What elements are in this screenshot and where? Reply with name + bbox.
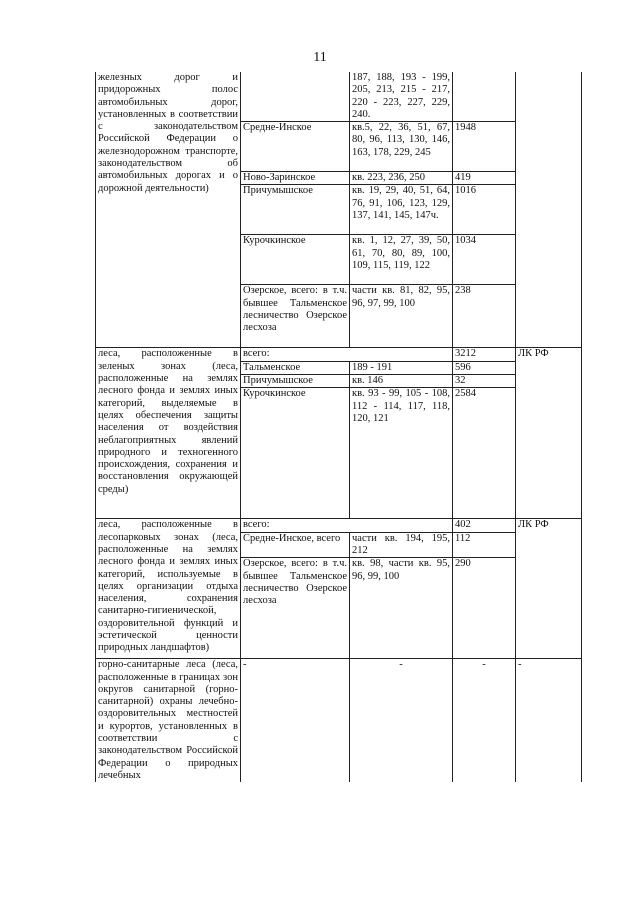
quarters-cell: 189 - 191 xyxy=(350,361,453,374)
quarters-cell: кв. 19, 29, 40, 51, 64, 76, 91, 106, 123, 129, 137, 141, 145, 147ч. xyxy=(350,185,453,235)
quarters-cell: кв. 223, 236, 250 xyxy=(350,172,453,185)
purpose-cell: леса, расположенные в лесопарковых зонах (леса, расположенные на землях лесного фонда и землях иных категорий, используемые в целях организации отдыха населения, сохранения санитарно-гигиенической, оздоровительной функций и эстетической ценности природных ландшафтов) xyxy=(96,519,241,659)
area-cell: 112 xyxy=(453,532,516,558)
quarters-cell: части кв. 194, 195, 212 xyxy=(350,532,453,558)
area-cell: 419 xyxy=(453,172,516,185)
table-row xyxy=(96,348,582,361)
area-cell: 238 xyxy=(453,285,516,348)
quarters-cell: 187, 188, 193 - 199, 205, 213, 215 - 217, 220 - 223, 227, 229, 240. xyxy=(350,72,453,122)
protective-forests-table xyxy=(95,72,582,782)
table-row xyxy=(96,659,582,782)
forestry-cell: Курочкинское xyxy=(241,235,350,285)
forestry-cell: - xyxy=(241,659,350,782)
area-cell: 290 xyxy=(453,558,516,659)
forestry-cell: Средне-Инское xyxy=(241,122,350,172)
quarters-cell: кв. 146 xyxy=(350,375,453,388)
area-cell xyxy=(453,72,516,122)
forestry-cell: Ново-Заринское xyxy=(241,172,350,185)
table-row xyxy=(96,72,582,122)
legal-cell: ЛК РФ xyxy=(516,348,582,519)
page-number: 11 xyxy=(313,50,327,65)
quarters-cell: кв. 1, 12, 27, 39, 50, 61, 70, 80, 89, 100, 109, 115, 119, 122 xyxy=(350,235,453,285)
legal-cell: ЛК РФ xyxy=(516,519,582,659)
area-cell: 1016 xyxy=(453,185,516,235)
area-cell: 402 xyxy=(453,519,516,532)
area-cell: 3212 xyxy=(453,348,516,361)
forestry-cell: Озерское, всего: в т.ч. бывшее Тальменское лесничество Озерское лесхоза xyxy=(241,558,350,659)
forestry-cell xyxy=(241,72,350,122)
area-cell: 1034 xyxy=(453,235,516,285)
forestry-cell: Тальменское xyxy=(241,361,350,374)
total-label-cell: всего: xyxy=(241,348,453,361)
quarters-cell: кв. 98, части кв. 95, 96, 99, 100 xyxy=(350,558,453,659)
quarters-cell: - xyxy=(350,659,453,782)
area-cell: 32 xyxy=(453,375,516,388)
total-label-cell: всего: xyxy=(241,519,453,532)
quarters-cell: части кв. 81, 82, 95, 96, 97, 99, 100 xyxy=(350,285,453,348)
purpose-cell: леса, расположенные в зеленых зонах (леса, расположенные на землях лесного фонда и землях иных категорий, выделяемые в целях обеспечения защиты населения от воздействия неблагоприятных явлений природного и техногенного происхождения, сохранения и восстановления окружающей среды) xyxy=(96,348,241,519)
area-cell: - xyxy=(453,659,516,782)
forestry-cell: Озерское, всего: в т.ч. бывшее Тальменское лесничество Озерское лесхоза xyxy=(241,285,350,348)
legal-cell: - xyxy=(516,659,582,782)
legal-cell xyxy=(516,72,582,348)
area-cell: 596 xyxy=(453,361,516,374)
forestry-cell: Средне-Инское, всего xyxy=(241,532,350,558)
quarters-cell: кв. 93 - 99, 105 - 108, 112 - 114, 117, 118, 120, 121 xyxy=(350,388,453,519)
purpose-cell: железных дорог и придорожных полос автомобильных дорог, установленных в соответствии с законодательством Российской Федерации о железнодорожном транспорте, законодательством об автомобильных дорогах и о дорожной деятельности) xyxy=(96,72,241,348)
area-cell: 2584 xyxy=(453,388,516,519)
forestry-cell: Причумышское xyxy=(241,185,350,235)
table-row xyxy=(96,519,582,532)
purpose-cell: горно-санитарные леса (леса, расположенные в границах зон округов санитарной (горно-санитарной) охраны лечебно-оздоровительных местностей и курортов, установленных в соответствии с законодательством Российской Федерации о природных лечебных xyxy=(96,659,241,782)
quarters-cell: кв.5, 22, 36, 51, 67, 80, 96, 113, 130, 146, 163, 178, 229, 245 xyxy=(350,122,453,172)
area-cell: 1948 xyxy=(453,122,516,172)
forestry-cell: Причумышское xyxy=(241,375,350,388)
forestry-cell: Курочкинское xyxy=(241,388,350,519)
